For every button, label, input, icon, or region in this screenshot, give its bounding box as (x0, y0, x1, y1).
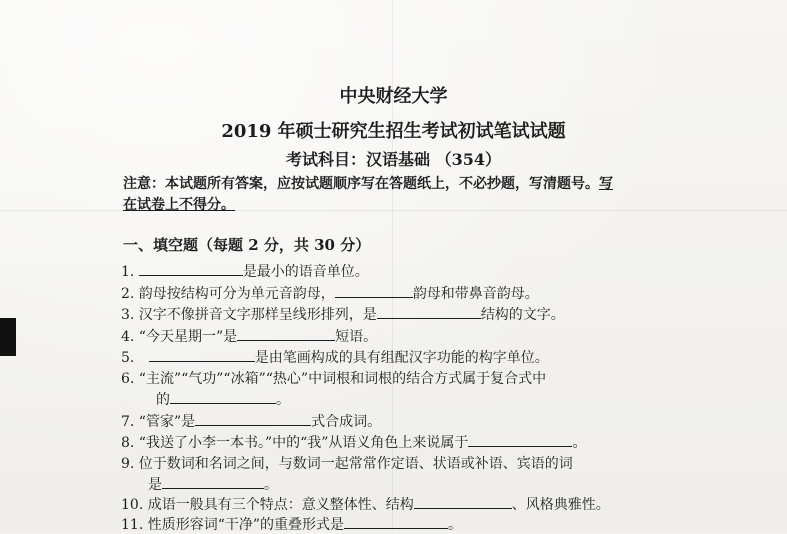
exam-title: 2019 年硕士研究生招生考试初试笔试试题 (221, 121, 566, 142)
question-9-line-2 (148, 474, 278, 494)
exam-subject: 考试科目：汉语基础 （354） (286, 150, 501, 169)
question-6 (121, 368, 546, 388)
question-text: 短语。 (335, 329, 378, 345)
question-text: 。 (572, 435, 587, 451)
question-4 (121, 326, 377, 346)
notice-text: 注意：本试题所有答案，应按试题顺序写在答题纸上，不必抄题，写清题号。 (123, 176, 599, 192)
question-text: 的 (156, 392, 170, 408)
question-text: 8. “我送了小李一本书。”中的“我”从语义角色上来说属于 (121, 435, 469, 451)
section-title: 一、填空题（每题 2 分，共 30 分） (123, 236, 371, 254)
question-8 (121, 432, 586, 452)
answer-blank[interactable] (195, 413, 311, 426)
answer-blank[interactable] (335, 285, 413, 298)
question-7 (121, 411, 381, 431)
answer-blank[interactable] (170, 391, 276, 404)
answer-blank[interactable] (414, 496, 512, 509)
question-5 (121, 347, 549, 367)
question-text: 是最小的语音单位。 (242, 264, 369, 280)
answer-blank[interactable] (377, 306, 481, 319)
scan-mark (0, 318, 16, 356)
question-text: 是由笔画构成的具有组配汉字功能的构字单位。 (254, 350, 549, 366)
notice-tail-2: 在试卷上不得分。 (123, 197, 235, 213)
question-text: 2. 韵母按结构可分为单元音韵母， (121, 286, 335, 302)
question-3 (121, 304, 565, 324)
answer-blank[interactable] (468, 434, 572, 447)
question-text: 、风格典雅性。 (511, 497, 610, 513)
question-text: 7. “管家”是 (121, 414, 196, 430)
question-text: 是 (148, 477, 162, 493)
question-text: 10. 成语一般具有三个特点：意义整体性、结构 (121, 497, 414, 513)
question-6-line-2 (156, 389, 290, 409)
question-text: 结构的文字。 (480, 307, 565, 323)
answer-blank[interactable] (237, 328, 335, 341)
question-text: 韵母和带鼻音韵母。 (412, 286, 539, 302)
question-11 (121, 514, 462, 534)
question-text: 6. “主流”“气功”“冰箱”“热心”中词根和词根的结合方式属于复合式中 (121, 371, 547, 387)
question-number: 1. (121, 264, 135, 280)
question-10 (121, 494, 610, 514)
question-text: 式合成词。 (311, 414, 382, 430)
question-9 (121, 453, 573, 473)
question-text: 9. 位于数词和名词之间，与数词一起常常作定语、状语或补语、宾语的词 (121, 456, 573, 472)
question-text: 11. 性质形容词“干净”的重叠形式是 (121, 517, 345, 533)
question-1 (121, 261, 369, 281)
question-text: 。 (276, 392, 290, 408)
school-name: 中央财经大学 (339, 86, 448, 107)
question-text: 3. 汉字不像拼音文字那样呈线形排列，是 (121, 307, 377, 323)
question-text: 4. “今天星期一”是 (121, 329, 238, 345)
question-number: 5. (121, 350, 135, 366)
question-2 (121, 283, 539, 303)
answer-blank[interactable] (344, 516, 448, 529)
question-text: 。 (448, 517, 463, 533)
answer-blank[interactable] (162, 476, 264, 489)
notice-tail: 写 (599, 176, 613, 192)
answer-blank[interactable] (149, 349, 255, 362)
question-text: 。 (264, 477, 278, 493)
notice (123, 174, 683, 216)
answer-blank[interactable] (139, 263, 243, 276)
